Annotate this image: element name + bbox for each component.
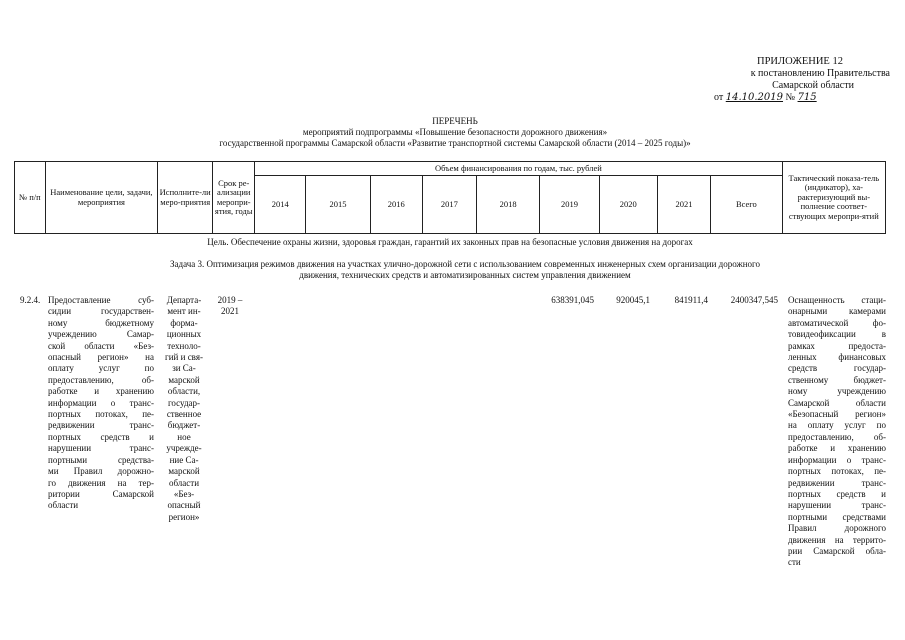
indicator-line: редвижении транс-	[788, 477, 886, 488]
appendix-block	[700, 56, 890, 104]
row-executor-cell	[158, 295, 210, 523]
row-number: 9.2.4.	[20, 295, 41, 305]
name-line: портных средств и	[48, 431, 154, 442]
appendix-date-line	[700, 92, 890, 104]
exec-line: марской	[168, 374, 200, 385]
name-line: информации о транс-	[48, 397, 154, 408]
exec-line: области,	[167, 386, 201, 397]
name-line: оплату услуг по	[48, 363, 154, 374]
term-line: 2019 –	[217, 295, 243, 305]
task-heading	[120, 259, 810, 281]
indicator-line: ленных финансовых	[788, 352, 886, 363]
exec-line: Департа-	[166, 295, 202, 305]
row-name-cell	[48, 295, 154, 512]
indicator-line: товидеофиксации в	[788, 329, 886, 340]
indicator-line: предоставлению, об-	[788, 431, 886, 442]
exec-line: учрежде-	[166, 443, 202, 454]
col-name-header: Наименование цели, задачи, мероприятия	[45, 162, 157, 234]
value-2019: 638391,045	[551, 295, 594, 305]
year-header: 2019	[540, 176, 599, 234]
year-header: 2015	[306, 176, 370, 234]
name-line: портных потоках, пе-	[48, 409, 154, 420]
indicator-line: автоматической фо-	[788, 317, 886, 328]
date-value: 14.10.2019	[725, 92, 784, 103]
appendix-line-2: Самарской области	[772, 80, 854, 91]
date-prefix: от	[714, 92, 724, 103]
year-header: 2017	[422, 176, 476, 234]
number-value: 715	[797, 92, 817, 103]
exec-line: ственное	[166, 409, 202, 420]
year-header: 2020	[599, 176, 657, 234]
number-prefix: №	[785, 92, 796, 103]
exec-line: регион»	[168, 511, 200, 522]
name-line: сидии государствен-	[48, 306, 154, 317]
name-line: опасный регион» на	[48, 352, 154, 363]
indicator-line: рии Самарской обла-	[788, 545, 886, 556]
indicator-line: средств государ-	[788, 363, 886, 374]
value-2020: 920045,1	[616, 295, 650, 305]
indicator-line: ственному бюджет-	[788, 374, 886, 385]
name-line: редвижении транс-	[48, 420, 154, 431]
indicator-line: работке и хранению	[788, 443, 886, 454]
col-term-header: Срок ре-ализации меропри-ятия, годы	[213, 162, 255, 234]
name-line: работке и хранению	[48, 386, 154, 397]
indicator-line: рамках предоста-	[788, 340, 886, 351]
indicator-line: «Безопасный регион»	[788, 409, 886, 420]
term-line: 2021	[221, 306, 239, 317]
exec-line: форма-	[170, 317, 198, 328]
col-exec-header: Исполните-ли меро-приятия	[158, 162, 213, 234]
year-header: 2016	[370, 176, 422, 234]
name-line: области	[48, 500, 79, 511]
year-header: 2014	[255, 176, 306, 234]
exec-line: зи Са-	[172, 363, 196, 374]
exec-line: «Без-	[173, 488, 195, 499]
indicator-line: ному учреждению	[788, 386, 886, 397]
task-line-2: движения, технических средств и автоматизированных систем управления движением	[299, 270, 631, 280]
indicator-line: портных средств и	[788, 488, 886, 499]
value-total: 2400347,545	[730, 295, 778, 305]
name-line: го движения на тер-	[48, 477, 154, 488]
exec-line: ние Са-	[169, 454, 199, 465]
row-term-cell	[212, 295, 248, 318]
name-line: учреждению Самар-	[48, 329, 154, 340]
year-header: 2021	[657, 176, 710, 234]
indicator-line: онарными камерами	[788, 306, 886, 317]
indicator-line: Правил дорожного	[788, 523, 886, 534]
task-line-1: Задача 3. Оптимизация режимов движения на участках улично-дорожной сети с использованием современных инженерных схем организации дорожного	[170, 259, 760, 269]
exec-line: ционных	[166, 329, 202, 340]
indicator-line: нарушении транс-	[788, 500, 886, 511]
indicator-line: портными средствами	[788, 511, 886, 522]
heading-line-2: государственной программы Самарской области «Развитие транспортной системы Самарской области (2014 – 2025 годы)»	[219, 138, 691, 148]
indicator-line: информации о транс-	[788, 454, 886, 465]
year-header: 2018	[476, 176, 539, 234]
total-header: Всего	[711, 176, 783, 234]
heading-title: ПЕРЕЧЕНЬ	[432, 116, 478, 126]
indicator-line: Самарской области	[788, 397, 886, 408]
indicator-line: портных потоках, пе-	[788, 466, 886, 477]
row-indicator-cell	[788, 295, 886, 569]
exec-line: техноло-	[167, 340, 201, 351]
exec-line: мент ин-	[167, 306, 201, 317]
col-indicator-header: Тактический показа-тель (индикатор), ха-рактеризующий вы-полнение соответ-ствующих меропри-ятий	[782, 162, 885, 234]
col-num-header: № п/п	[15, 162, 46, 234]
exec-line: государ-	[167, 397, 201, 408]
exec-line: ное	[177, 431, 191, 442]
exec-line: марской	[168, 466, 200, 477]
name-line: ми Правил дорожно-	[48, 466, 154, 477]
indicator-line: на оплату услуг по	[788, 420, 886, 431]
exec-line: гий и свя-	[165, 352, 203, 363]
value-2021: 841911,4	[674, 295, 708, 305]
exec-line: опасный	[167, 500, 201, 511]
name-line: предоставлению, об-	[48, 374, 154, 385]
name-line: ритории Самарской	[48, 488, 154, 499]
exec-line: области	[168, 477, 200, 488]
name-line: нарушении транс-	[48, 443, 154, 454]
col-finance-header: Объем финансирования по годам, тыс. рублей	[255, 162, 782, 176]
name-line: Предоставление суб-	[48, 295, 154, 305]
name-line: портными средства-	[48, 454, 154, 465]
heading-line-1: мероприятий подпрограммы «Повышение безопасности дорожного движения»	[302, 127, 608, 137]
header-table	[14, 161, 886, 234]
indicator-line: сти	[788, 557, 801, 568]
name-line: ному бюджетному	[48, 317, 154, 328]
indicator-line: Оснащенность стаци-	[788, 295, 886, 305]
indicator-line: движения на террито-	[788, 534, 886, 545]
document-heading	[120, 116, 790, 149]
exec-line: бюджет-	[167, 420, 201, 431]
goal-text: Цель. Обеспечение охраны жизни, здоровья граждан, гарантий их законных прав на безопасные условия движения на дорогах	[207, 237, 693, 247]
appendix-title: ПРИЛОЖЕНИЕ 12	[757, 56, 843, 67]
name-line: ской области «Без-	[48, 340, 154, 351]
appendix-line-1: к постановлению Правительства	[750, 68, 890, 79]
